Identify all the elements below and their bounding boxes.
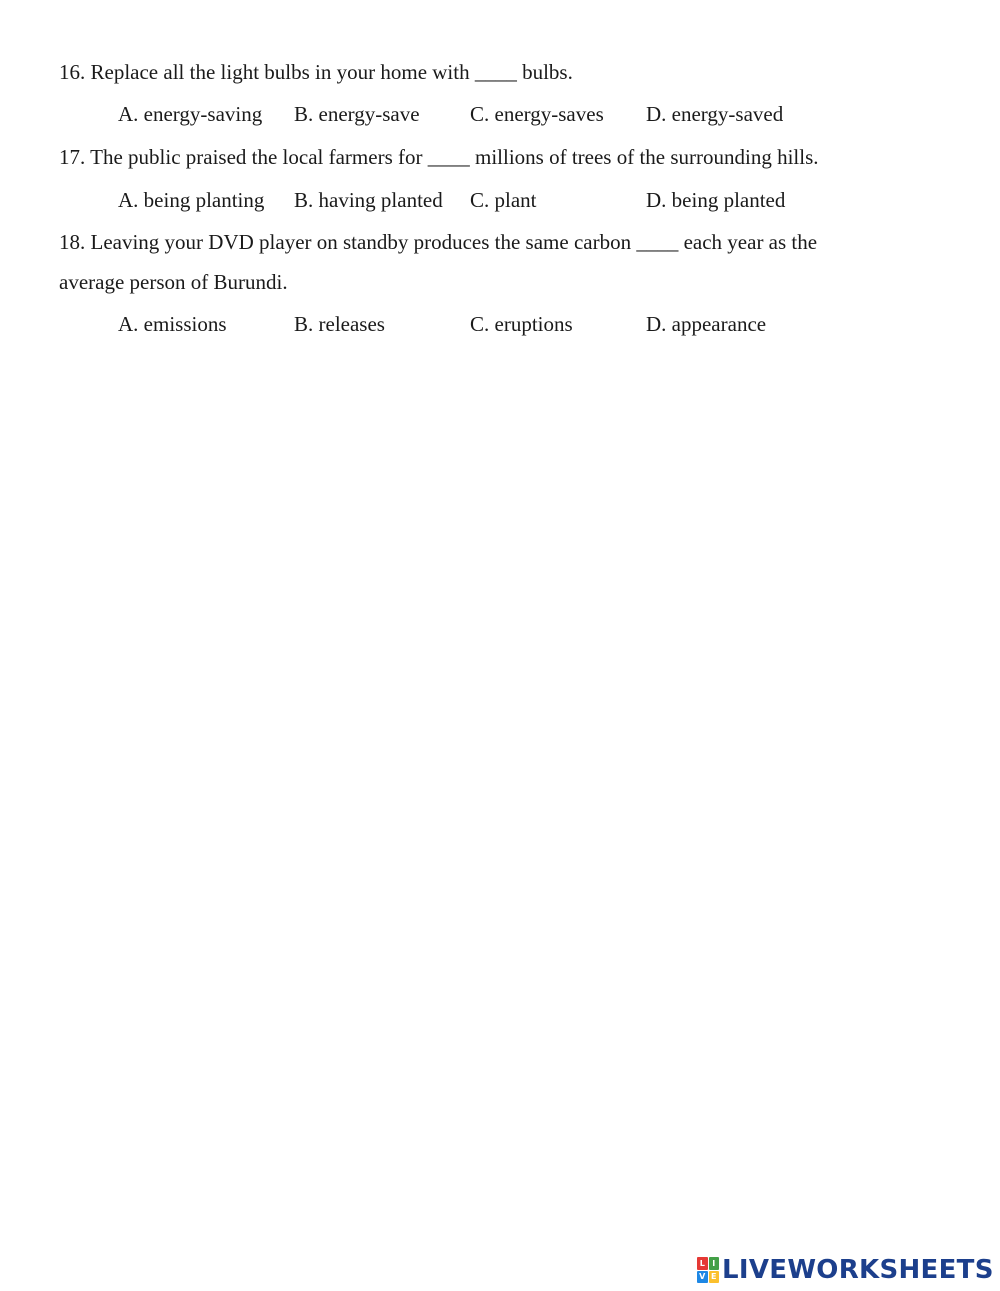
question-17-stem: 17. The public praised the local farmers for ____ millions of trees of the surrounding hills. [59, 145, 819, 169]
question-18-option-d[interactable]: D. appearance [646, 312, 767, 336]
question-16-option-c[interactable]: C. energy-saves [470, 102, 604, 126]
question-16-option-a[interactable]: A. energy-saving [118, 102, 263, 126]
question-17-option-a[interactable]: A. being planting [118, 188, 265, 212]
question-18-option-c[interactable]: C. eruptions [470, 312, 573, 336]
live-logo-icon [697, 1257, 719, 1283]
question-16-stem: 16. Replace all the light bulbs in your home with ____ bulbs. [59, 60, 573, 84]
question-17-option-d[interactable]: D. being planted [646, 188, 786, 212]
liveworksheets-logo [697, 1252, 994, 1288]
question-16-option-d[interactable]: D. energy-saved [646, 102, 784, 126]
question-18-stem: 18. Leaving your DVD player on standby produces the same carbon ____ each year as the [59, 230, 818, 254]
question-18-option-b[interactable]: B. releases [294, 312, 385, 336]
logo-mark-l: L [697, 1257, 708, 1270]
question-16-option-b[interactable]: B. energy-save [294, 102, 420, 126]
question-17-option-c[interactable]: C. plant [470, 188, 537, 212]
question-18-stem-continued: average person of Burundi. [59, 270, 288, 294]
question-17-option-b[interactable]: B. having planted [294, 188, 443, 212]
logo-wordmark: LIVEWORKSHEETS [722, 1255, 994, 1285]
logo-mark-i: I [709, 1257, 720, 1270]
question-18-option-a[interactable]: A. emissions [118, 312, 227, 336]
logo-mark-v: V [697, 1271, 708, 1284]
logo-mark-e: E [709, 1271, 720, 1284]
